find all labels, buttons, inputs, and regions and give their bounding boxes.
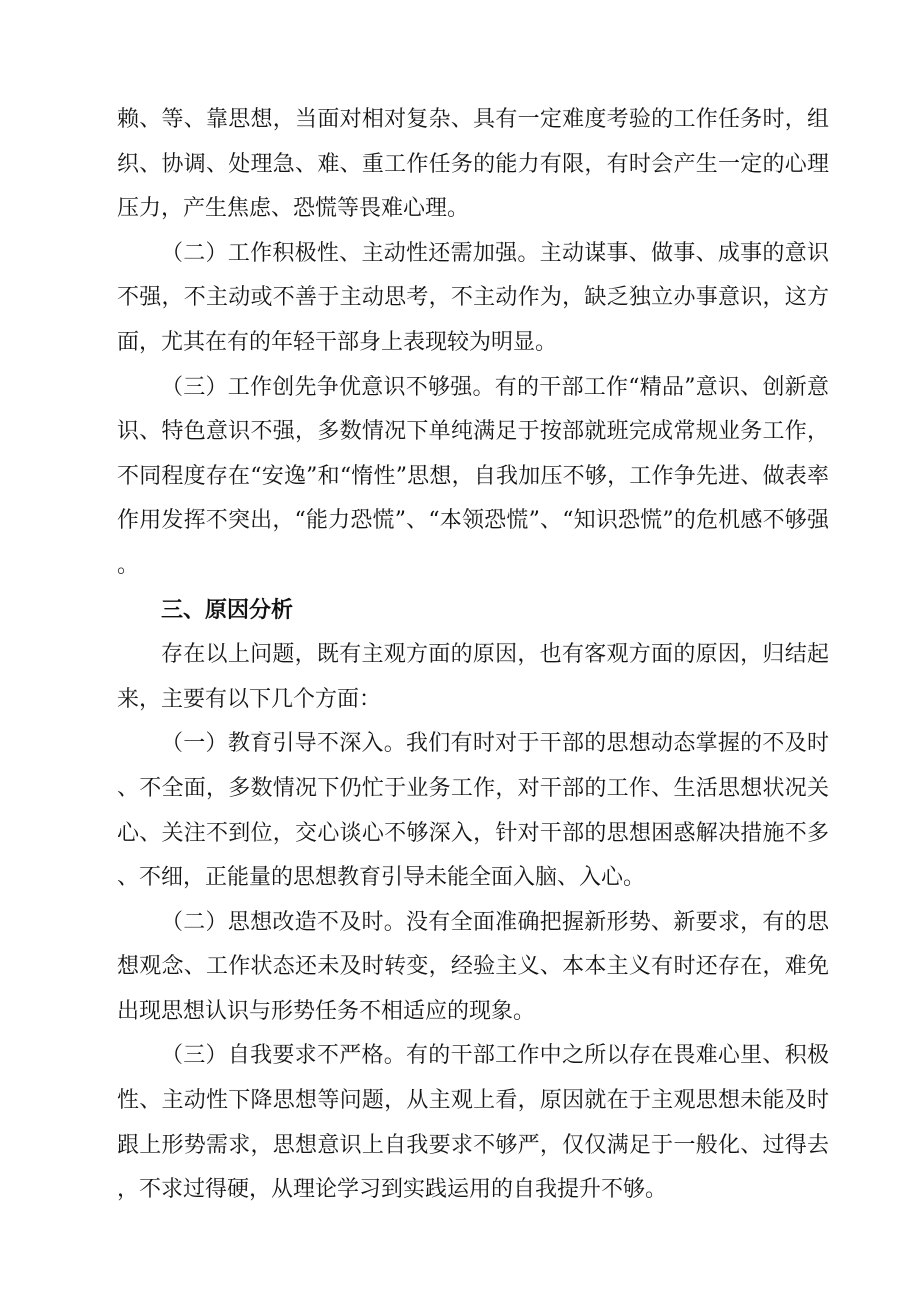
paragraph-education-guidance: （一）教育引导不深入。我们有时对于干部的思想动态掌握的不及时、不全面，多数情况下仍忙于业务工作，对干部的工作、生活思想状况关心、关注不到位，交心谈心不够深入，针对干部的思想困惑解决措施不多、不细，正能量的思想教育引导未能全面入脑、入心。: [117, 731, 829, 891]
section-heading-cause-analysis: 三、原因分析: [161, 597, 294, 623]
paragraph-excellence-awareness: （三）工作创先争优意识不够强。有的干部工作“精品”意识、创新意识、特色意识不强，多数情况下单纯满足于按部就班完成常规业务工作，不同程度存在“安逸”和“惰性”思想，自我加压不够，工作争先进、做表率作用发挥不突出，“能力恐慌”、“本领恐慌”、“知识恐慌”的危机感不够强。: [117, 374, 829, 578]
paragraph-thought-reform: （二）思想改造不及时。没有全面准确把握新形势、新要求，有的思想观念、工作状态还未及时转变，经验主义、本本主义有时还存在，难免出现思想认识与形势任务不相适应的现象。: [117, 909, 829, 1024]
paragraph-cause-intro: 存在以上问题，既有主观方面的原因，也有客观方面的原因，归结起来，主要有以下几个方面：: [117, 642, 829, 712]
paragraph-self-requirement: （三）自我要求不严格。有的干部工作中之所以存在畏难心里、积极性、主动性下降思想等问题，从主观上看，原因就在于主观思想未能及时跟上形势需求，思想意识上自我要求不够严，仅仅满足于一般化、过得去，不求过得硬，从理论学习到实践运用的自我提升不够。: [117, 1043, 829, 1203]
paragraph-continuation: 赖、等、靠思想，当面对相对复杂、具有一定难度考验的工作任务时，组织、协调、处理急、难、重工作任务的能力有限，有时会产生一定的心理压力，产生焦虑、恐慌等畏难心理。: [117, 107, 829, 222]
paragraph-work-initiative: （二）工作积极性、主动性还需加强。主动谋事、做事、成事的意识不强，不主动或不善于主动思考，不主动作为，缺乏独立办事意识，这方面，尤其在有的年轻干部身上表现较为明显。: [117, 240, 829, 355]
document-body: [117, 98, 829, 1213]
